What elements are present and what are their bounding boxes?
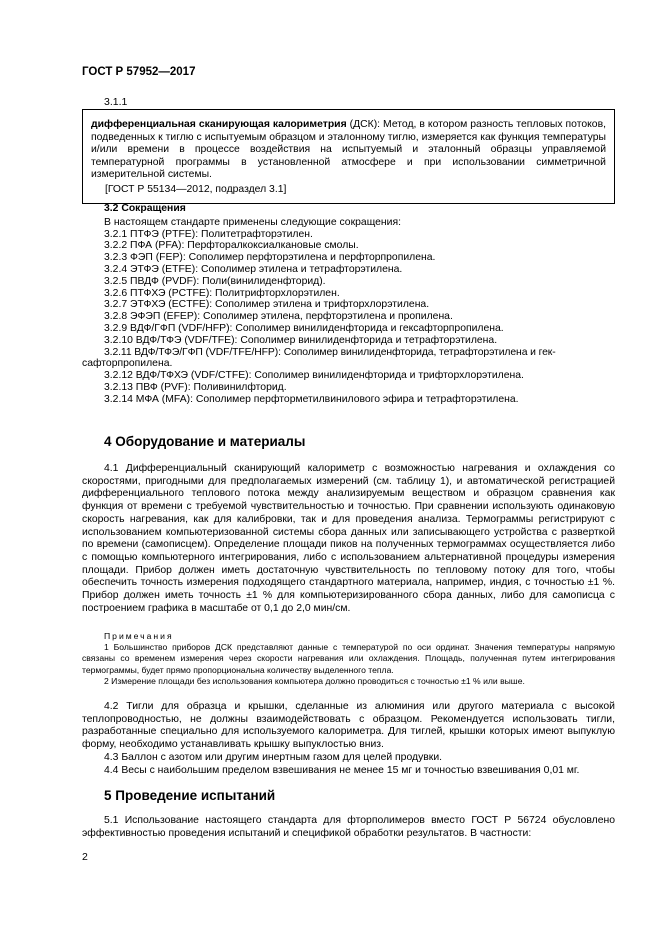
paragraph-4-2 <box>82 701 615 777</box>
paragraph-4-4: 4.4 Весы с наибольшим пределом взвешивания не менее 15 мг и точностью взвешивания 0,01 мг. <box>104 764 580 776</box>
note-1: 1 Большинство приборов ДСК представляют данные с температурой по оси ординат. Значения температуры напрямую связаны со временем измерения через скорости нагревания или охлаждения. Площадь, полученная путем интегрирования термограммы, будет прямо пропорциональна количеству выделенного тепла. <box>82 642 615 675</box>
definition-term: дифференциальная сканирующая калориметрия <box>91 119 347 130</box>
abbreviation-item: 3.2.14 МФА (MFA): Сополимер перфторметилвинилового эфира и тетрафторэтилена. <box>104 393 519 405</box>
document-page <box>82 0 615 936</box>
paragraph-text: 5.1 Использование настоящего стандарта для фторполимеров вместо ГОСТ Р 56724 обусловлено эффективностью проведения испытаний и спецификой обработки результатов. В частности: <box>82 815 615 839</box>
section-5-heading: 5 Проведение испытаний <box>104 788 276 803</box>
abbreviation-item: 3.2.9 ВДФ/ГФП (VDF/HFP): Сополимер винилиденфторида и гексафторпропилена. <box>104 322 504 334</box>
abbreviations-intro: В настоящем стандарте применены следующие сокращения: <box>104 216 401 228</box>
definition-box <box>82 109 615 204</box>
abbreviation-item: 3.2.4 ЭТФЭ (ETFE): Сополимер этилена и тетрафторэтилена. <box>104 263 403 275</box>
definition-text <box>91 119 606 182</box>
notes-title: Примечания <box>104 631 174 641</box>
page-number: 2 <box>82 851 88 863</box>
notes-block <box>82 631 615 687</box>
abbreviation-item: 3.2.5 ПВДФ (PVDF): Поли(винилиденфторид). <box>104 275 326 287</box>
abbreviations-title: 3.2 Сокращения <box>104 203 186 214</box>
section-number: 3.1.1 <box>104 96 128 108</box>
abbreviation-item: 3.2.7 ЭТФХЭ (ECTFE): Сополимер этилена и трифторхлорэтилена. <box>104 299 430 311</box>
abbreviation-item: 3.2.1 ПТФЭ (PTFE): Политетрафторэтилен. <box>104 228 313 240</box>
paragraph-text: 4.1 Дифференциальный сканирующий калориметр с возможностью нагревания и охлаждения со скоростями, пригодными для предполагаемых измерений (см. таблицу 1), и автоматической регистрацией дифференциального теплового потока между анализируемым веществом и образцом сравнения как функция от времени с требуемой чувствительностью и точностью. При сравнении использують одинаковую скорость нагревания, как для калибровки, так и для проведения анализа. Термограммы регистрируют с использованием компьютеризованной системы сбора данных или записывающего устройства с разверткой по времени (самописцем). Определение площади пиков на полученных термограммах осуществляется либо с помощью компьютерного интегрирования, либо с использованием альтернативной процедуры измерения площади. Прибор должен иметь достаточную чувствительность по тепловому потоку для того, чтобы обеспечить точность измерения подходящего стандартного материала, например, индия, с точностью ±1 %. Прибор должен иметь точность ±1 % для компьютеризированного сбора данных, либо для самописца с построением графика в масштабе от 0,1 до 2,0 мин/см. <box>82 463 615 614</box>
paragraph-text: 4.2 Тигли для образца и крышки, сделанные из алюминия или другого материала с высокой теплопроводностью, не должны взаимодействовать с образцом. Рекомендуется использовать тигли, разработанные специально для используемого калориметра. Для тиглей, крышки которых имеют выпуклую форму, необходимо устанавливать крышку выпуклостью вниз. <box>82 701 615 751</box>
abbreviation-item: 3.2.2 ПФА (PFA): Перфторалкоксиалкановые смолы. <box>104 240 359 252</box>
abbreviation-item-continuation: сафторпропилена. <box>82 358 173 370</box>
paragraph-5-1 <box>82 815 615 840</box>
note-2: 2 Измерение площади без использования компьютера должно проводиться с точностью ±1 % или выше. <box>104 675 525 686</box>
abbreviation-item: 3.2.10 ВДФ/ТФЭ (VDF/TFE): Сополимер винилиденфторида и тетрафторэтилена. <box>104 334 498 346</box>
section-4-heading: 4 Оборудование и материалы <box>104 434 306 449</box>
abbreviation-item: 3.2.11 ВДФ/ТФЭ/ГФП (VDF/TFE/HFP): Сополимер винилиденфторида, тетрафторэтилена и гек- <box>104 346 556 358</box>
abbreviations-section <box>82 203 615 406</box>
page-header: ГОСТ Р 57952—2017 <box>82 66 196 78</box>
abbreviation-item: 3.2.6 ПТФХЭ (PCTFE): Политрифторхлорэтилен. <box>104 287 340 299</box>
definition-body: (ДСК): Метод, в котором разность тепловых потоков, подведенных к тиглю с испытуемым образцом и эталонному тиглю, измеряется как функция температуры и/или времени в процессе воздействия на испытуемый и эталонный образцы управляемой температурной программы в установленной атмосфере и при использовании симметричной измерительной системы. <box>91 119 606 181</box>
paragraph-4-1 <box>82 463 615 615</box>
abbreviation-item: 3.2.3 ФЭП (FEP): Сополимер перфторэтилена и перфторпропилена. <box>104 252 436 264</box>
abbreviation-item: 3.2.12 ВДФ/ТФХЭ (VDF/CTFE): Сополимер винилиденфторида и трифторхлорэтилена. <box>104 370 524 382</box>
abbreviation-item: 3.2.8 ЭФЭП (EFEP): Сополимер этилена, перфторэтилена и пропилена. <box>104 311 453 323</box>
paragraph-4-3: 4.3 Баллон с азотом или другим инертным газом для целей продувки. <box>104 751 443 763</box>
definition-reference: [ГОСТ Р 55134—2012, подраздел 3.1] <box>105 183 287 195</box>
abbreviation-item: 3.2.13 ПВФ (PVF): Поливинилфторид. <box>104 381 287 393</box>
